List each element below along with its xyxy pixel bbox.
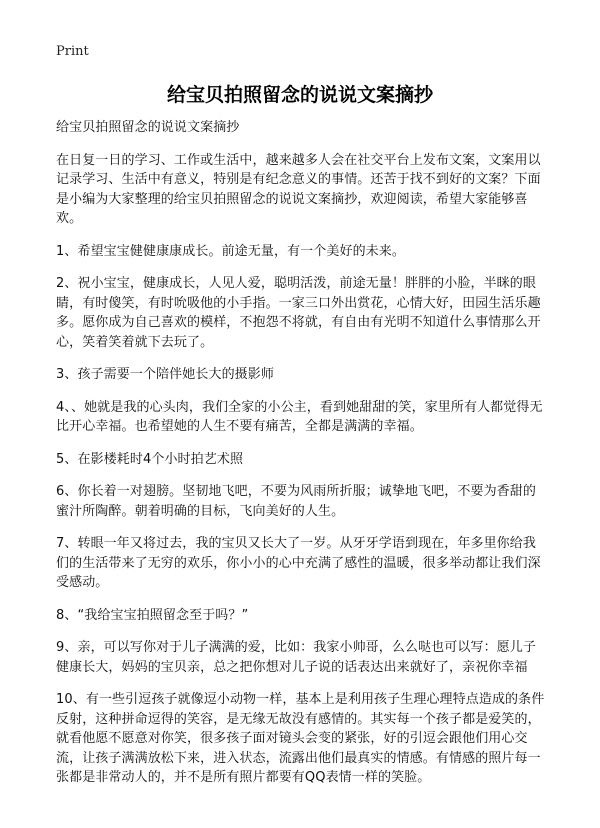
- list-item-7: 7、转眼一年又将过去，我的宝贝又长大了一岁。从牙牙学语到现在，年多里你给我们的生活带来了无穷的欢乐，你小小的心中充满了感性的温暖，很多举动都让我们深受感动。: [56, 536, 541, 590]
- print-link[interactable]: Print: [56, 44, 89, 59]
- article-subtitle: 给宝贝拍照留念的说说文案摘抄: [56, 120, 240, 135]
- article-body: [56, 118, 548, 801]
- list-item-9: 9、亲，可以写你对于儿子满满的爱，比如：我家小帅哥，么么哒也可以写：愿儿子健康长大，妈妈的宝贝亲，总之把你想对儿子说的话表达出来就好了，亲祝你幸福: [56, 640, 536, 675]
- list-item-4: 4、、她就是我的心头肉，我们全家的小公主，看到她甜甜的笑，家里所有人都觉得无比开心幸福。也希望她的人生不要有痛苦，全都是满满的幸福。: [56, 399, 543, 434]
- list-item-2: 2、祝小宝宝，健康成长，人见人爱，聪明活泼，前途无量！胖胖的小脸，半眯的眼睛，有时傻笑，有时吮吸他的小手指。一家三口外出赏花，心情大好，田园生活乐趣多。愿你成为自己喜欢的模样，不抱怨不将就，有自由有光明不知道什么事情那么开心，笑着笑着就下去玩了。: [56, 276, 541, 350]
- list-item-8: 8、“我给宝宝拍照留念至于吗？”: [56, 607, 249, 623]
- list-item-10: 10、有一些引逗孩子就像逗小动物一样，基本上是利用孩子生理心理特点造成的条件反射，这种拼命逗得的笑容，是无缘无故没有感情的。其实每一个孩子都是爱笑的，就看他愿不愿意对你笑，很多孩子面对镜头会变的紧张，好的引逗会跟他们用心交流，让孩子满满放松下来，进入状态，流露出他们最真实的情感。有情感的照片每一张都是非常动人的，并不是所有照片都要有QQ表情一样的笑脸。: [56, 692, 545, 785]
- list-item-5: 5、在影楼耗时4个小时拍艺术照: [56, 451, 244, 467]
- intro-paragraph: 在日复一日的学习、工作或生活中，越来越多人会在社交平台上发布文案，文案用以记录学习、生活中有意义，特别是有纪念意义的事情。还苦于找不到好的文案？下面是小编为大家整理的给宝贝拍照留念的说说文案摘抄，欢迎阅读，希望大家能够喜欢。: [56, 152, 541, 226]
- list-item-1: 1、希望宝宝健健康康成长。前途无量，有一个美好的未来。: [56, 243, 405, 259]
- list-item-3: 3、孩子需要一个陪伴她长大的摄影师: [56, 367, 274, 382]
- list-item-6: 6、你长着一对翅膀。坚韧地飞吧，不要为风雨所折服；诚挚地飞吧，不要为香甜的蜜汁所陶醉。朝着明确的目标，飞向美好的人生。: [56, 484, 536, 519]
- document-title: 给宝贝拍照留念的说说文案摘抄: [166, 84, 433, 106]
